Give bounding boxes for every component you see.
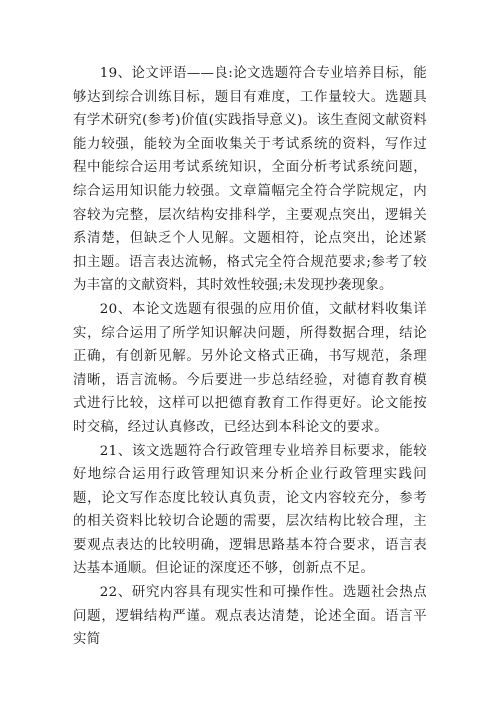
paragraph-20: 20、本论文选题有很强的应用价值，文献材料收集详实，综合运用了所学知识解决问题，所得数据合理，结论正确，有创新见解。另外论文格式正确，书写规范，条理清晰，语言流畅。今后要进一步总结经验，对德育教育模式进行比较，这样可以把德育教育工作得更好。论文能按时交稿，经过认真修改，已经达到本科论文的要求。 <box>73 301 427 435</box>
paragraph-22: 22、研究内容具有现实性和可操作性。选题社会热点问题，逻辑结构严谨。观点表达清楚，论述全面。语言平实简 <box>73 585 427 648</box>
document-body <box>73 62 427 652</box>
paragraph-21: 21、该文选题符合行政管理专业培养目标要求，能较好地综合运用行政管理知识来分析企业行政管理实践问题，论文写作态度比较认真负责，论文内容较充分，参考的相关资料比较切合论题的需要，层次结构比较合理，主要观点表达的比较明确，逻辑思路基本符合要求，语言表达基本通顺。但论证的深度还不够，创新点不足。 <box>73 443 427 577</box>
paragraph-19: 19、论文评语——良:论文选题符合专业培养目标，能够达到综合训练目标，题目有难度，工作量较大。选题具有学术研究(参考)价值(实践指导意义)。该生查阅文献资料能力较强，能较为全面收集关于考试系统的资料，写作过程中能综合运用考试系统知识，全面分析考试系统问题，综合运用知识能力较强。文章篇幅完全符合学院规定，内容较为完整，层次结构安排科学，主要观点突出，逻辑关系清楚，但缺乏个人见解。文题相符，论点突出，论述紧扣主题。语言表达流畅，格式完全符合规范要求;参考了较为丰富的文献资料，其时效性较强;未发现抄袭现象。 <box>73 66 427 294</box>
